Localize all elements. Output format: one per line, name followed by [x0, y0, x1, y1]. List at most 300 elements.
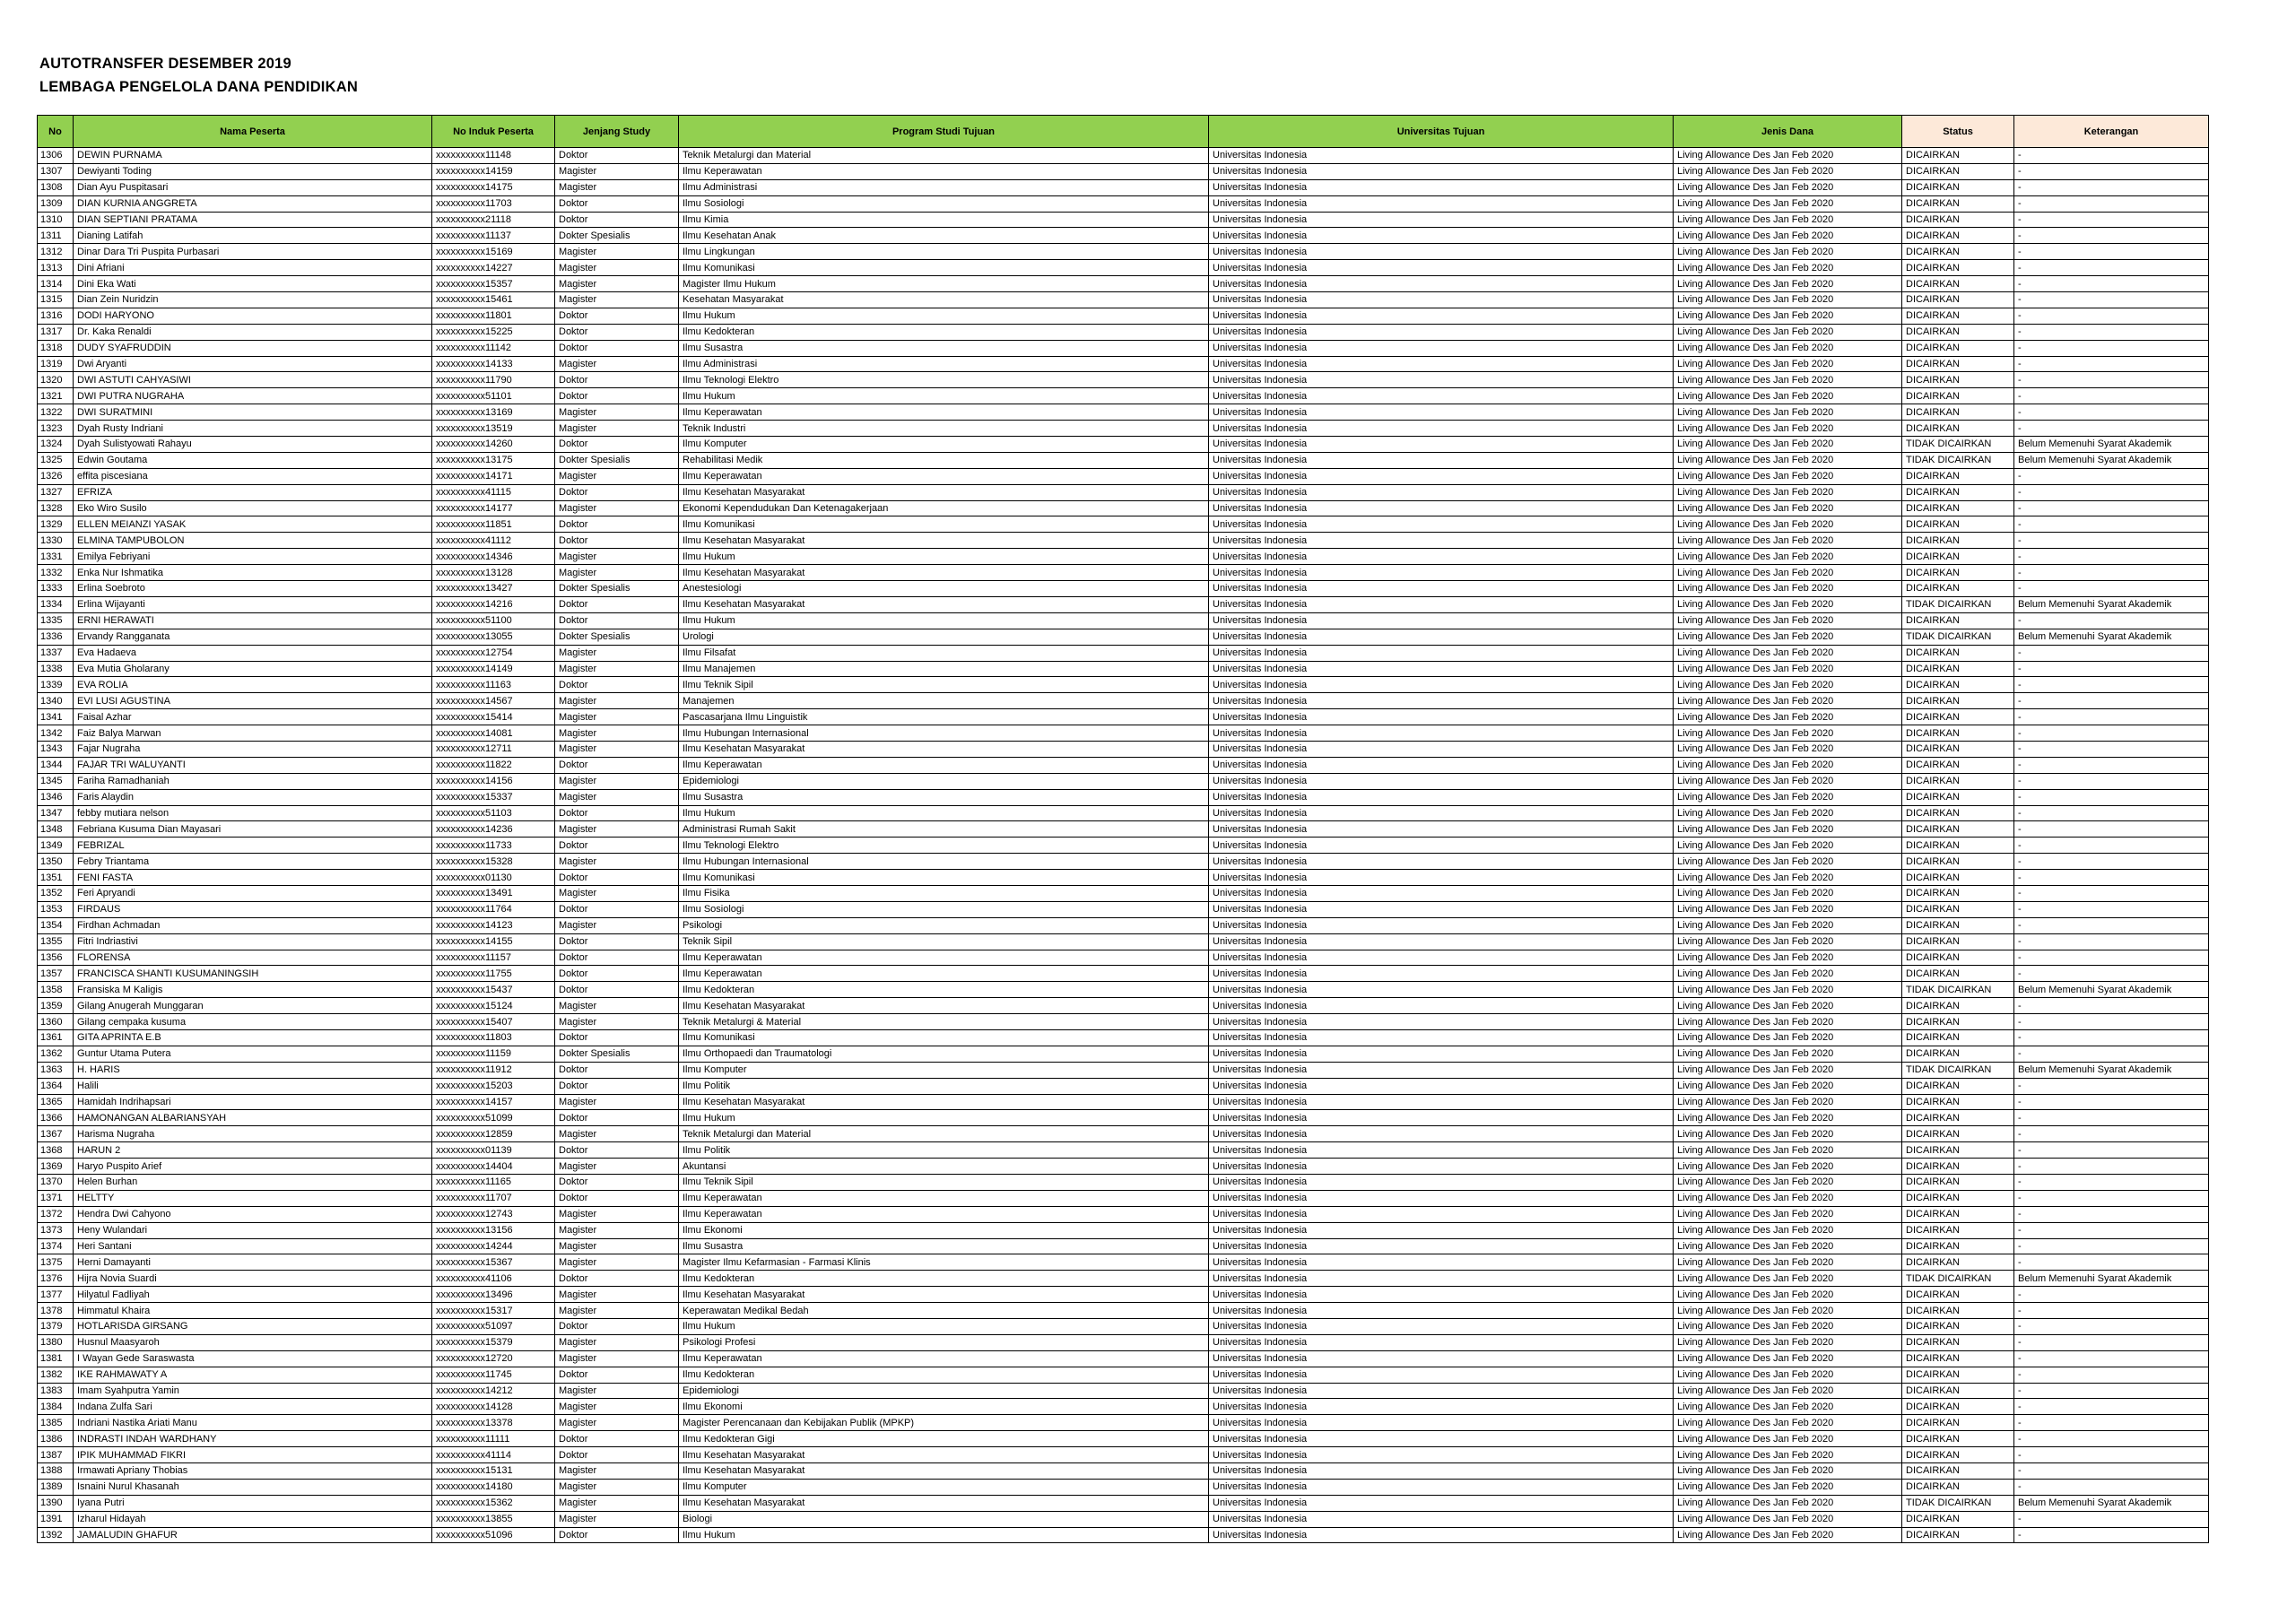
- cell-no-induk: xxxxxxxxxx13128: [432, 565, 555, 581]
- cell-no: 1363: [38, 1062, 74, 1078]
- cell-program-studi: Ilmu Kedokteran: [679, 324, 1209, 340]
- cell-no: 1359: [38, 998, 74, 1014]
- cell-universitas: Universitas Indonesia: [1209, 1062, 1674, 1078]
- cell-program-studi: Ilmu Administrasi: [679, 179, 1209, 195]
- table-row: [38, 596, 2209, 612]
- cell-no: 1383: [38, 1383, 74, 1399]
- cell-no: 1355: [38, 933, 74, 950]
- table-row: [38, 1014, 2209, 1030]
- cell-keterangan: -: [2014, 1175, 2209, 1191]
- table-row: [38, 709, 2209, 725]
- cell-universitas: Universitas Indonesia: [1209, 982, 1674, 998]
- cell-nama-peserta: Dian Ayu Puspitasari: [74, 179, 432, 195]
- cell-jenjang: Doktor: [555, 533, 679, 549]
- cell-universitas: Universitas Indonesia: [1209, 870, 1674, 886]
- cell-jenis-dana: Living Allowance Des Jan Feb 2020: [1674, 260, 1902, 276]
- cell-jenjang: Doktor: [555, 437, 679, 453]
- cell-program-studi: Ilmu Hubungan Internasional: [679, 854, 1209, 870]
- cell-jenjang: Magister: [555, 1014, 679, 1030]
- cell-program-studi: Ilmu Teknik Sipil: [679, 677, 1209, 693]
- cell-universitas: Universitas Indonesia: [1209, 966, 1674, 982]
- cell-no: 1390: [38, 1495, 74, 1511]
- cell-keterangan: -: [2014, 1431, 2209, 1447]
- cell-jenjang: Magister: [555, 549, 679, 565]
- header-keterangan: Keterangan: [2014, 116, 2209, 148]
- cell-universitas: Universitas Indonesia: [1209, 838, 1674, 854]
- cell-no: 1317: [38, 324, 74, 340]
- cell-jenis-dana: Living Allowance Des Jan Feb 2020: [1674, 950, 1902, 966]
- cell-status: DICAIRKAN: [1902, 1511, 2014, 1527]
- cell-universitas: Universitas Indonesia: [1209, 1319, 1674, 1335]
- cell-keterangan: -: [2014, 388, 2209, 404]
- cell-program-studi: Ilmu Keperawatan: [679, 1190, 1209, 1206]
- cell-nama-peserta: DWI PUTRA NUGRAHA: [74, 388, 432, 404]
- cell-jenis-dana: Living Allowance Des Jan Feb 2020: [1674, 629, 1902, 645]
- cell-jenjang: Magister: [555, 500, 679, 516]
- cell-program-studi: Ilmu Keperawatan: [679, 757, 1209, 773]
- cell-nama-peserta: Dinar Dara Tri Puspita Purbasari: [74, 244, 432, 260]
- cell-universitas: Universitas Indonesia: [1209, 596, 1674, 612]
- table-row: [38, 1062, 2209, 1078]
- cell-nama-peserta: Eva Mutia Gholarany: [74, 661, 432, 677]
- cell-jenis-dana: Living Allowance Des Jan Feb 2020: [1674, 484, 1902, 500]
- cell-jenjang: Doktor: [555, 612, 679, 629]
- cell-jenis-dana: Living Allowance Des Jan Feb 2020: [1674, 452, 1902, 468]
- cell-jenjang: Magister: [555, 1479, 679, 1495]
- cell-keterangan: -: [2014, 340, 2209, 356]
- cell-jenjang: Magister: [555, 1238, 679, 1254]
- cell-no: 1334: [38, 596, 74, 612]
- table-row: [38, 292, 2209, 308]
- cell-jenis-dana: Living Allowance Des Jan Feb 2020: [1674, 468, 1902, 484]
- cell-universitas: Universitas Indonesia: [1209, 854, 1674, 870]
- cell-jenis-dana: Living Allowance Des Jan Feb 2020: [1674, 549, 1902, 565]
- cell-jenjang: Doktor: [555, 1271, 679, 1287]
- cell-no-induk: xxxxxxxxxx51096: [432, 1527, 555, 1543]
- cell-jenjang: Magister: [555, 693, 679, 709]
- cell-nama-peserta: HARUN 2: [74, 1142, 432, 1159]
- cell-status: DICAIRKAN: [1902, 1334, 2014, 1350]
- cell-jenjang: Magister: [555, 1415, 679, 1431]
- cell-no-induk: xxxxxxxxxx15317: [432, 1303, 555, 1319]
- cell-keterangan: -: [2014, 885, 2209, 901]
- cell-program-studi: Ilmu Kesehatan Masyarakat: [679, 1495, 1209, 1511]
- cell-nama-peserta: JAMALUDIN GHAFUR: [74, 1527, 432, 1543]
- cell-no: 1320: [38, 372, 74, 388]
- cell-universitas: Universitas Indonesia: [1209, 1495, 1674, 1511]
- cell-keterangan: -: [2014, 195, 2209, 212]
- table-row: [38, 1175, 2209, 1191]
- cell-program-studi: Akuntansi: [679, 1159, 1209, 1175]
- cell-program-studi: Ilmu Susastra: [679, 340, 1209, 356]
- cell-jenis-dana: Living Allowance Des Jan Feb 2020: [1674, 179, 1902, 195]
- cell-nama-peserta: effita piscesiana: [74, 468, 432, 484]
- cell-status: DICAIRKAN: [1902, 1190, 2014, 1206]
- table-row: [38, 1110, 2209, 1126]
- cell-jenis-dana: Living Allowance Des Jan Feb 2020: [1674, 917, 1902, 933]
- cell-no: 1352: [38, 885, 74, 901]
- cell-keterangan: -: [2014, 1334, 2209, 1350]
- cell-no-induk: xxxxxxxxxx14128: [432, 1399, 555, 1415]
- cell-nama-peserta: Erlina Soebroto: [74, 581, 432, 597]
- cell-jenjang: Magister: [555, 1495, 679, 1511]
- cell-program-studi: Magister Ilmu Hukum: [679, 276, 1209, 292]
- cell-no: 1371: [38, 1190, 74, 1206]
- cell-no-induk: xxxxxxxxxx14175: [432, 179, 555, 195]
- cell-universitas: Universitas Indonesia: [1209, 677, 1674, 693]
- cell-no: 1356: [38, 950, 74, 966]
- table-row: [38, 741, 2209, 757]
- cell-universitas: Universitas Indonesia: [1209, 1367, 1674, 1383]
- cell-program-studi: Ilmu Keperawatan: [679, 163, 1209, 179]
- cell-program-studi: Ilmu Fisika: [679, 885, 1209, 901]
- table-row: [38, 645, 2209, 661]
- cell-keterangan: -: [2014, 1447, 2209, 1463]
- cell-jenjang: Doktor: [555, 870, 679, 886]
- cell-jenis-dana: Living Allowance Des Jan Feb 2020: [1674, 1287, 1902, 1303]
- cell-jenjang: Doktor: [555, 484, 679, 500]
- cell-keterangan: -: [2014, 212, 2209, 228]
- cell-no-induk: xxxxxxxxxx14149: [432, 661, 555, 677]
- cell-keterangan: -: [2014, 484, 2209, 500]
- cell-keterangan: -: [2014, 1415, 2209, 1431]
- cell-jenis-dana: Living Allowance Des Jan Feb 2020: [1674, 356, 1902, 372]
- cell-jenjang: Dokter Spesialis: [555, 1046, 679, 1062]
- cell-jenjang: Magister: [555, 421, 679, 437]
- cell-nama-peserta: Heri Santani: [74, 1238, 432, 1254]
- cell-universitas: Universitas Indonesia: [1209, 356, 1674, 372]
- cell-nama-peserta: Faris Alaydin: [74, 789, 432, 805]
- cell-status: DICAIRKAN: [1902, 260, 2014, 276]
- cell-keterangan: -: [2014, 549, 2209, 565]
- cell-nama-peserta: Faisal Azhar: [74, 709, 432, 725]
- cell-keterangan: -: [2014, 741, 2209, 757]
- cell-no-induk: xxxxxxxxxx11163: [432, 677, 555, 693]
- cell-program-studi: Ilmu Kesehatan Masyarakat: [679, 1463, 1209, 1480]
- cell-keterangan: -: [2014, 1206, 2209, 1222]
- table-row: [38, 484, 2209, 500]
- cell-nama-peserta: Fitri Indriastivi: [74, 933, 432, 950]
- cell-program-studi: Ilmu Kesehatan Masyarakat: [679, 1094, 1209, 1110]
- cell-nama-peserta: Firdhan Achmadan: [74, 917, 432, 933]
- cell-no-induk: xxxxxxxxxx11764: [432, 901, 555, 917]
- cell-no: 1358: [38, 982, 74, 998]
- cell-no-induk: xxxxxxxxxx14236: [432, 821, 555, 838]
- cell-universitas: Universitas Indonesia: [1209, 1479, 1674, 1495]
- cell-no: 1310: [38, 212, 74, 228]
- cell-jenjang: Doktor: [555, 1190, 679, 1206]
- cell-no-induk: xxxxxxxxxx15437: [432, 982, 555, 998]
- cell-jenis-dana: Living Allowance Des Jan Feb 2020: [1674, 421, 1902, 437]
- cell-no-induk: xxxxxxxxxx01139: [432, 1142, 555, 1159]
- cell-nama-peserta: Hamidah Indrihapsari: [74, 1094, 432, 1110]
- cell-program-studi: Ilmu Politik: [679, 1078, 1209, 1094]
- cell-program-studi: Urologi: [679, 629, 1209, 645]
- cell-no-induk: xxxxxxxxxx11912: [432, 1062, 555, 1078]
- cell-status: DICAIRKAN: [1902, 1287, 2014, 1303]
- cell-status: DICAIRKAN: [1902, 854, 2014, 870]
- table-row: [38, 533, 2209, 549]
- cell-status: DICAIRKAN: [1902, 228, 2014, 244]
- cell-nama-peserta: Dian Zein Nuridzin: [74, 292, 432, 308]
- cell-nama-peserta: Gilang Anugerah Munggaran: [74, 998, 432, 1014]
- table-row: [38, 1142, 2209, 1159]
- cell-jenis-dana: Living Allowance Des Jan Feb 2020: [1674, 709, 1902, 725]
- cell-status: DICAIRKAN: [1902, 1303, 2014, 1319]
- cell-no: 1353: [38, 901, 74, 917]
- table-row: [38, 228, 2209, 244]
- cell-universitas: Universitas Indonesia: [1209, 1303, 1674, 1319]
- cell-program-studi: Ilmu Politik: [679, 1142, 1209, 1159]
- cell-keterangan: -: [2014, 1014, 2209, 1030]
- cell-jenis-dana: Living Allowance Des Jan Feb 2020: [1674, 645, 1902, 661]
- cell-jenjang: Doktor: [555, 757, 679, 773]
- cell-no-induk: xxxxxxxxxx11703: [432, 195, 555, 212]
- table-row: [38, 179, 2209, 195]
- cell-status: DICAIRKAN: [1902, 356, 2014, 372]
- cell-no-induk: xxxxxxxxxx11148: [432, 148, 555, 164]
- cell-no: 1326: [38, 468, 74, 484]
- cell-no-induk: xxxxxxxxxx14156: [432, 773, 555, 789]
- cell-nama-peserta: Himmatul Khaira: [74, 1303, 432, 1319]
- cell-nama-peserta: EVI LUSI AGUSTINA: [74, 693, 432, 709]
- cell-no-induk: xxxxxxxxxx11803: [432, 1029, 555, 1046]
- cell-keterangan: -: [2014, 500, 2209, 516]
- cell-status: DICAIRKAN: [1902, 340, 2014, 356]
- cell-keterangan: -: [2014, 998, 2209, 1014]
- cell-nama-peserta: DEWIN PURNAMA: [74, 148, 432, 164]
- cell-no-induk: xxxxxxxxxx11755: [432, 966, 555, 982]
- cell-program-studi: Ilmu Kesehatan Masyarakat: [679, 484, 1209, 500]
- cell-no-induk: xxxxxxxxxx51099: [432, 1110, 555, 1126]
- cell-universitas: Universitas Indonesia: [1209, 484, 1674, 500]
- cell-keterangan: -: [2014, 645, 2209, 661]
- cell-no: 1379: [38, 1319, 74, 1335]
- cell-jenjang: Magister: [555, 565, 679, 581]
- cell-keterangan: -: [2014, 789, 2209, 805]
- cell-no: 1338: [38, 661, 74, 677]
- cell-no: 1351: [38, 870, 74, 886]
- cell-status: DICAIRKAN: [1902, 1463, 2014, 1480]
- cell-program-studi: Rehabilitasi Medik: [679, 452, 1209, 468]
- table-row: [38, 1222, 2209, 1238]
- header-status: Status: [1902, 116, 2014, 148]
- cell-status: DICAIRKAN: [1902, 308, 2014, 324]
- cell-no-induk: xxxxxxxxxx14081: [432, 725, 555, 742]
- cell-jenjang: Magister: [555, 244, 679, 260]
- cell-keterangan: -: [2014, 1463, 2209, 1480]
- cell-program-studi: Ilmu Sosiologi: [679, 195, 1209, 212]
- cell-no: 1370: [38, 1175, 74, 1191]
- table-row: [38, 340, 2209, 356]
- cell-no-induk: xxxxxxxxxx13169: [432, 404, 555, 421]
- table-row: [38, 933, 2209, 950]
- header-no-induk-peserta: No Induk Peserta: [432, 116, 555, 148]
- cell-jenis-dana: Living Allowance Des Jan Feb 2020: [1674, 1399, 1902, 1415]
- cell-nama-peserta: Dini Afriani: [74, 260, 432, 276]
- cell-keterangan: -: [2014, 870, 2209, 886]
- cell-no: 1307: [38, 163, 74, 179]
- cell-status: DICAIRKAN: [1902, 1126, 2014, 1142]
- cell-no-induk: xxxxxxxxxx15407: [432, 1014, 555, 1030]
- cell-jenis-dana: Living Allowance Des Jan Feb 2020: [1674, 966, 1902, 982]
- cell-nama-peserta: DUDY SYAFRUDDIN: [74, 340, 432, 356]
- cell-no: 1362: [38, 1046, 74, 1062]
- cell-universitas: Universitas Indonesia: [1209, 1190, 1674, 1206]
- header-universitas-tujuan: Universitas Tujuan: [1209, 116, 1674, 148]
- cell-universitas: Universitas Indonesia: [1209, 212, 1674, 228]
- cell-jenjang: Doktor: [555, 212, 679, 228]
- cell-nama-peserta: Dewiyanti Toding: [74, 163, 432, 179]
- cell-status: DICAIRKAN: [1902, 163, 2014, 179]
- table-row: [38, 1383, 2209, 1399]
- cell-no-induk: xxxxxxxxxx14177: [432, 500, 555, 516]
- cell-nama-peserta: Irmawati Apriany Thobias: [74, 1463, 432, 1480]
- cell-status: DICAIRKAN: [1902, 421, 2014, 437]
- cell-keterangan: -: [2014, 1350, 2209, 1367]
- cell-program-studi: Ilmu Komunikasi: [679, 1029, 1209, 1046]
- cell-no-induk: xxxxxxxxxx15362: [432, 1495, 555, 1511]
- cell-no-induk: xxxxxxxxxx13496: [432, 1287, 555, 1303]
- cell-nama-peserta: Hendra Dwi Cahyono: [74, 1206, 432, 1222]
- cell-jenis-dana: Living Allowance Des Jan Feb 2020: [1674, 612, 1902, 629]
- cell-universitas: Universitas Indonesia: [1209, 148, 1674, 164]
- table-row: [38, 917, 2209, 933]
- table-row: [38, 1511, 2209, 1527]
- cell-jenis-dana: Living Allowance Des Jan Feb 2020: [1674, 1431, 1902, 1447]
- cell-keterangan: -: [2014, 324, 2209, 340]
- table-row: [38, 1334, 2209, 1350]
- cell-program-studi: Ilmu Kedokteran: [679, 982, 1209, 998]
- cell-status: DICAIRKAN: [1902, 1367, 2014, 1383]
- cell-no: 1312: [38, 244, 74, 260]
- cell-no: 1313: [38, 260, 74, 276]
- cell-universitas: Universitas Indonesia: [1209, 1271, 1674, 1287]
- cell-jenjang: Doktor: [555, 966, 679, 982]
- cell-jenis-dana: Living Allowance Des Jan Feb 2020: [1674, 1094, 1902, 1110]
- cell-no-induk: xxxxxxxxxx14180: [432, 1479, 555, 1495]
- table-row: [38, 838, 2209, 854]
- cell-no-induk: xxxxxxxxxx15367: [432, 1254, 555, 1271]
- cell-universitas: Universitas Indonesia: [1209, 163, 1674, 179]
- cell-program-studi: Ilmu Teknologi Elektro: [679, 838, 1209, 854]
- table-row: [38, 372, 2209, 388]
- cell-no: 1315: [38, 292, 74, 308]
- cell-nama-peserta: ELLEN MEIANZI YASAK: [74, 516, 432, 533]
- cell-no-induk: xxxxxxxxxx11157: [432, 950, 555, 966]
- cell-jenjang: Magister: [555, 356, 679, 372]
- cell-no: 1348: [38, 821, 74, 838]
- cell-nama-peserta: INDRASTI INDAH WARDHANY: [74, 1431, 432, 1447]
- cell-jenjang: Doktor: [555, 388, 679, 404]
- cell-jenjang: Magister: [555, 1511, 679, 1527]
- table-row: [38, 725, 2209, 742]
- cell-no: 1374: [38, 1238, 74, 1254]
- cell-jenis-dana: Living Allowance Des Jan Feb 2020: [1674, 1159, 1902, 1175]
- cell-jenis-dana: Living Allowance Des Jan Feb 2020: [1674, 1175, 1902, 1191]
- table-row: [38, 1350, 2209, 1367]
- cell-keterangan: -: [2014, 1254, 2209, 1271]
- cell-universitas: Universitas Indonesia: [1209, 340, 1674, 356]
- cell-no: 1324: [38, 437, 74, 453]
- cell-universitas: Universitas Indonesia: [1209, 437, 1674, 453]
- cell-no: 1316: [38, 308, 74, 324]
- cell-jenis-dana: Living Allowance Des Jan Feb 2020: [1674, 1350, 1902, 1367]
- cell-nama-peserta: EFRIZA: [74, 484, 432, 500]
- cell-nama-peserta: Haryo Puspito Arief: [74, 1159, 432, 1175]
- cell-jenis-dana: Living Allowance Des Jan Feb 2020: [1674, 1271, 1902, 1287]
- cell-program-studi: Pascasarjana Ilmu Linguistik: [679, 709, 1209, 725]
- cell-universitas: Universitas Indonesia: [1209, 1399, 1674, 1415]
- cell-jenjang: Doktor: [555, 950, 679, 966]
- cell-nama-peserta: FENI FASTA: [74, 870, 432, 886]
- cell-universitas: Universitas Indonesia: [1209, 709, 1674, 725]
- cell-no-induk: xxxxxxxxxx12754: [432, 645, 555, 661]
- cell-jenis-dana: Living Allowance Des Jan Feb 2020: [1674, 661, 1902, 677]
- cell-jenis-dana: Living Allowance Des Jan Feb 2020: [1674, 292, 1902, 308]
- cell-nama-peserta: Febry Triantama: [74, 854, 432, 870]
- cell-keterangan: -: [2014, 805, 2209, 821]
- cell-universitas: Universitas Indonesia: [1209, 565, 1674, 581]
- cell-jenjang: Magister: [555, 1303, 679, 1319]
- table-row: [38, 1254, 2209, 1271]
- table-row: [38, 629, 2209, 645]
- cell-keterangan: -: [2014, 533, 2209, 549]
- cell-jenis-dana: Living Allowance Des Jan Feb 2020: [1674, 1206, 1902, 1222]
- cell-no: 1387: [38, 1447, 74, 1463]
- cell-keterangan: -: [2014, 1319, 2209, 1335]
- cell-keterangan: -: [2014, 838, 2209, 854]
- cell-jenjang: Magister: [555, 1463, 679, 1480]
- cell-jenis-dana: Living Allowance Des Jan Feb 2020: [1674, 741, 1902, 757]
- cell-universitas: Universitas Indonesia: [1209, 821, 1674, 838]
- cell-no-induk: xxxxxxxxxx13055: [432, 629, 555, 645]
- cell-no-induk: xxxxxxxxxx41114: [432, 1447, 555, 1463]
- cell-keterangan: -: [2014, 292, 2209, 308]
- cell-no: 1392: [38, 1527, 74, 1543]
- cell-nama-peserta: GITA APRINTA E.B: [74, 1029, 432, 1046]
- cell-nama-peserta: DODI HARYONO: [74, 308, 432, 324]
- cell-status: DICAIRKAN: [1902, 725, 2014, 742]
- header-jenjang-study: Jenjang Study: [555, 116, 679, 148]
- cell-jenjang: Magister: [555, 1206, 679, 1222]
- table-row: [38, 661, 2209, 677]
- cell-no-induk: xxxxxxxxxx11137: [432, 228, 555, 244]
- cell-nama-peserta: Dianing Latifah: [74, 228, 432, 244]
- cell-no: 1372: [38, 1206, 74, 1222]
- cell-universitas: Universitas Indonesia: [1209, 308, 1674, 324]
- cell-status: DICAIRKAN: [1902, 1254, 2014, 1271]
- cell-no: 1319: [38, 356, 74, 372]
- cell-program-studi: Ilmu Keperawatan: [679, 950, 1209, 966]
- cell-universitas: Universitas Indonesia: [1209, 1206, 1674, 1222]
- cell-nama-peserta: Emilya Febriyani: [74, 549, 432, 565]
- cell-universitas: Universitas Indonesia: [1209, 228, 1674, 244]
- cell-no: 1350: [38, 854, 74, 870]
- table-row: [38, 1303, 2209, 1319]
- cell-no-induk: xxxxxxxxxx12743: [432, 1206, 555, 1222]
- cell-nama-peserta: DWI SURATMINI: [74, 404, 432, 421]
- cell-no-induk: xxxxxxxxxx11822: [432, 757, 555, 773]
- cell-no-induk: xxxxxxxxxx14244: [432, 1238, 555, 1254]
- cell-keterangan: -: [2014, 1094, 2209, 1110]
- cell-jenjang: Doktor: [555, 1431, 679, 1447]
- cell-no-induk: xxxxxxxxxx15357: [432, 276, 555, 292]
- cell-universitas: Universitas Indonesia: [1209, 1159, 1674, 1175]
- cell-universitas: Universitas Indonesia: [1209, 1254, 1674, 1271]
- cell-no: 1364: [38, 1078, 74, 1094]
- cell-program-studi: Magister Ilmu Kefarmasian - Farmasi Klinis: [679, 1254, 1209, 1271]
